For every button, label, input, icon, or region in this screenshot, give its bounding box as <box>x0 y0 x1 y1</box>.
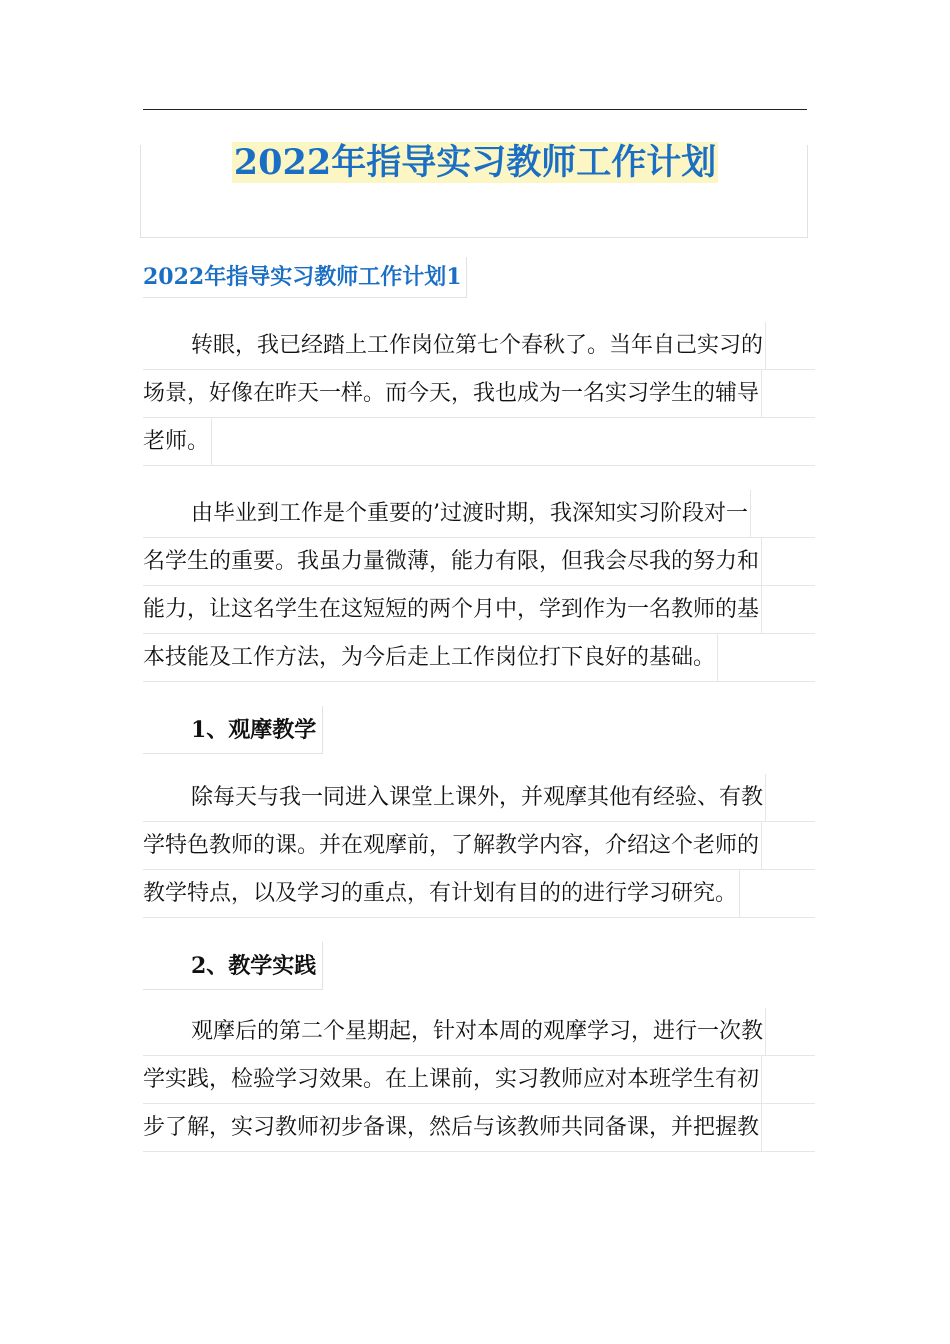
heading-observation: 1、观摩教学 <box>143 706 323 754</box>
paragraph-3 <box>143 774 815 918</box>
section-title: 2022年指导实习教师工作计划1 <box>143 257 467 298</box>
heading-practice: 2、教学实践 <box>143 942 323 990</box>
paragraph-line: 学特色教师的课。并在观摩前，了解教学内容，介绍这个老师的 <box>143 822 815 870</box>
paragraph-line: 能力，让这名学生在这短短的两个月中，学到作为一名教师的基 <box>143 586 815 634</box>
document-title <box>0 140 950 186</box>
paragraph-line: 除每天与我一同进入课堂上课外，并观摩其他有经验、有教 <box>143 774 815 822</box>
paragraph-1 <box>143 322 815 466</box>
paragraph-2 <box>143 490 815 682</box>
paragraph-line: 学实践，检验学习效果。在上课前，实习教师应对本班学生有初 <box>143 1056 815 1104</box>
paragraph-line: 观摩后的第二个星期起，针对本周的观摩学习，进行一次教 <box>143 1008 815 1056</box>
paragraph-line: 由毕业到工作是个重要的’过渡时期，我深知实习阶段对一 <box>143 490 815 538</box>
paragraph-line: 教学特点，以及学习的重点，有计划有目的的进行学习研究。 <box>143 870 815 918</box>
header-rule <box>143 109 807 110</box>
paragraph-line: 名学生的重要。我虽力量微薄，能力有限，但我会尽我的努力和 <box>143 538 815 586</box>
paragraph-line: 场景，好像在昨天一样。而今天，我也成为一名实习学生的辅导 <box>143 370 815 418</box>
paragraph-line: 本技能及工作方法，为今后走上工作岗位打下良好的基础。 <box>143 634 815 682</box>
paragraph-line: 转眼，我已经踏上工作岗位第七个春秋了。当年自己实习的 <box>143 322 815 370</box>
document-title-text: 2022年指导实习教师工作计划 <box>233 142 717 183</box>
paragraph-line: 步了解，实习教师初步备课，然后与该教师共同备课，并把握教 <box>143 1104 815 1152</box>
paragraph-4 <box>143 1008 815 1152</box>
paragraph-line: 老师。 <box>143 418 815 466</box>
